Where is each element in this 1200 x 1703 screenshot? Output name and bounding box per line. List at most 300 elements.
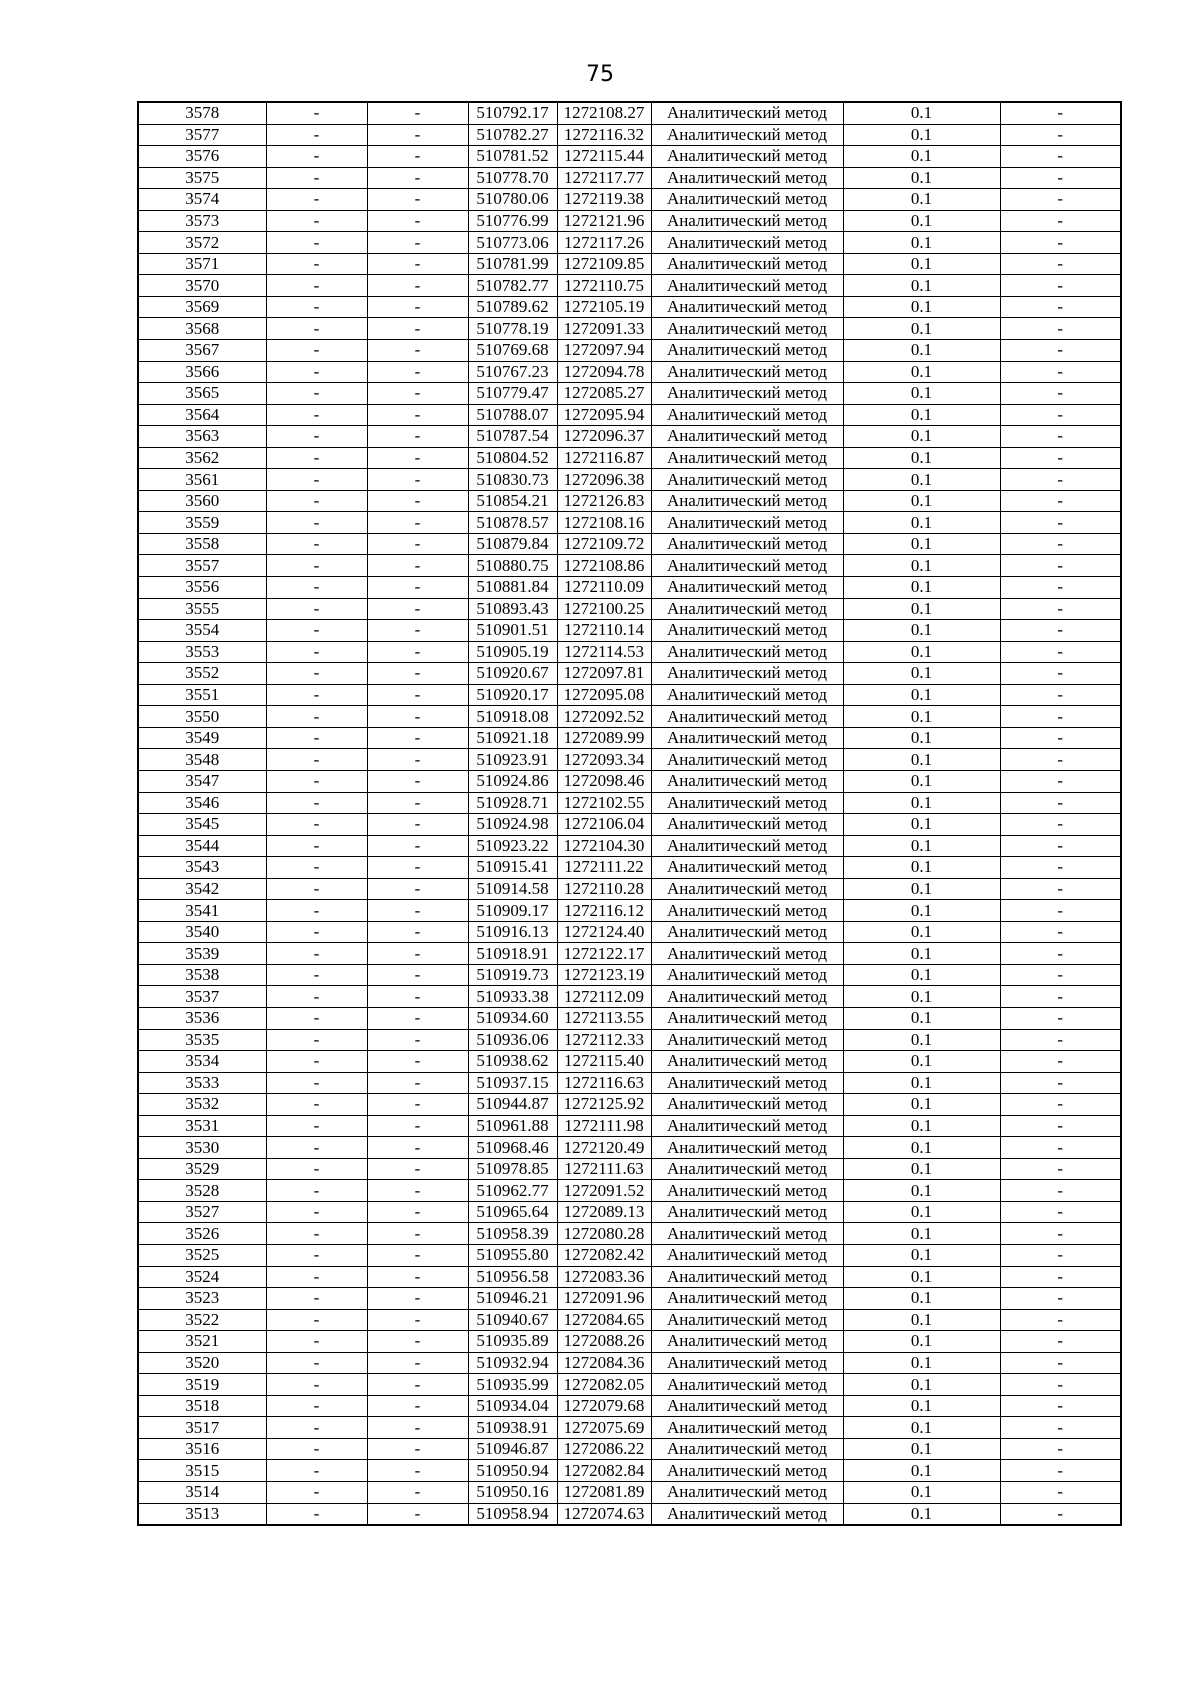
method-cell: Аналитический метод: [651, 361, 843, 383]
y-coordinate-cell: 1272117.77: [557, 167, 651, 189]
empty-cell: -: [367, 275, 468, 297]
table-row: [138, 1503, 1121, 1525]
empty-cell: -: [367, 555, 468, 577]
x-coordinate-cell: 510901.51: [468, 620, 557, 642]
empty-cell: -: [1000, 792, 1121, 814]
method-cell: Аналитический метод: [651, 1395, 843, 1417]
empty-cell: -: [266, 469, 367, 491]
point-number-cell: 3516: [138, 1438, 266, 1460]
accuracy-cell: 0.1: [843, 857, 1000, 879]
table-row: [138, 1115, 1121, 1137]
x-coordinate-cell: 510789.62: [468, 296, 557, 318]
x-coordinate-cell: 510955.80: [468, 1244, 557, 1266]
point-number-cell: 3562: [138, 447, 266, 469]
empty-cell: -: [1000, 986, 1121, 1008]
empty-cell: -: [367, 340, 468, 362]
table-row: [138, 426, 1121, 448]
y-coordinate-cell: 1272122.17: [557, 943, 651, 965]
empty-cell: -: [1000, 167, 1121, 189]
accuracy-cell: 0.1: [843, 383, 1000, 405]
empty-cell: -: [367, 1244, 468, 1266]
y-coordinate-cell: 1272098.46: [557, 770, 651, 792]
empty-cell: -: [1000, 124, 1121, 146]
table-row: [138, 167, 1121, 189]
y-coordinate-cell: 1272109.72: [557, 533, 651, 555]
x-coordinate-cell: 510935.89: [468, 1331, 557, 1353]
x-coordinate-cell: 510879.84: [468, 533, 557, 555]
y-coordinate-cell: 1272121.96: [557, 210, 651, 232]
table-row: [138, 986, 1121, 1008]
accuracy-cell: 0.1: [843, 1374, 1000, 1396]
empty-cell: -: [367, 749, 468, 771]
table-row: [138, 835, 1121, 857]
x-coordinate-cell: 510932.94: [468, 1352, 557, 1374]
empty-cell: -: [266, 340, 367, 362]
empty-cell: -: [367, 1115, 468, 1137]
table-row: [138, 102, 1121, 124]
method-cell: Аналитический метод: [651, 1288, 843, 1310]
empty-cell: -: [266, 1503, 367, 1525]
empty-cell: -: [1000, 878, 1121, 900]
x-coordinate-cell: 510944.87: [468, 1094, 557, 1116]
table-row: [138, 1223, 1121, 1245]
accuracy-cell: 0.1: [843, 1288, 1000, 1310]
x-coordinate-cell: 510778.19: [468, 318, 557, 340]
accuracy-cell: 0.1: [843, 555, 1000, 577]
point-number-cell: 3546: [138, 792, 266, 814]
point-number-cell: 3575: [138, 167, 266, 189]
table-row: [138, 146, 1121, 168]
table-row: [138, 1180, 1121, 1202]
method-cell: Аналитический метод: [651, 447, 843, 469]
empty-cell: -: [367, 533, 468, 555]
accuracy-cell: 0.1: [843, 620, 1000, 642]
point-number-cell: 3554: [138, 620, 266, 642]
method-cell: Аналитический метод: [651, 1460, 843, 1482]
y-coordinate-cell: 1272115.44: [557, 146, 651, 168]
x-coordinate-cell: 510933.38: [468, 986, 557, 1008]
point-number-cell: 3529: [138, 1158, 266, 1180]
page-number: 75: [586, 62, 614, 87]
accuracy-cell: 0.1: [843, 1201, 1000, 1223]
y-coordinate-cell: 1272109.85: [557, 253, 651, 275]
accuracy-cell: 0.1: [843, 598, 1000, 620]
table-row: [138, 361, 1121, 383]
table-row: [138, 232, 1121, 254]
empty-cell: -: [1000, 253, 1121, 275]
empty-cell: -: [367, 1438, 468, 1460]
empty-cell: -: [367, 447, 468, 469]
empty-cell: -: [367, 189, 468, 211]
empty-cell: -: [1000, 490, 1121, 512]
empty-cell: -: [266, 232, 367, 254]
table-row: [138, 447, 1121, 469]
y-coordinate-cell: 1272120.49: [557, 1137, 651, 1159]
empty-cell: -: [367, 167, 468, 189]
table-row: [138, 1072, 1121, 1094]
table-row: [138, 749, 1121, 771]
table-row: [138, 1482, 1121, 1504]
empty-cell: -: [1000, 1158, 1121, 1180]
empty-cell: -: [1000, 577, 1121, 599]
empty-cell: -: [266, 814, 367, 836]
empty-cell: -: [1000, 1007, 1121, 1029]
table-row: [138, 1201, 1121, 1223]
point-number-cell: 3547: [138, 770, 266, 792]
x-coordinate-cell: 510946.87: [468, 1438, 557, 1460]
accuracy-cell: 0.1: [843, 727, 1000, 749]
y-coordinate-cell: 1272096.37: [557, 426, 651, 448]
empty-cell: -: [266, 1072, 367, 1094]
empty-cell: -: [1000, 146, 1121, 168]
x-coordinate-cell: 510937.15: [468, 1072, 557, 1094]
x-coordinate-cell: 510958.39: [468, 1223, 557, 1245]
accuracy-cell: 0.1: [843, 943, 1000, 965]
empty-cell: -: [266, 684, 367, 706]
table-row: [138, 964, 1121, 986]
empty-cell: -: [1000, 1309, 1121, 1331]
accuracy-cell: 0.1: [843, 1180, 1000, 1202]
empty-cell: -: [367, 706, 468, 728]
empty-cell: -: [1000, 1460, 1121, 1482]
empty-cell: -: [367, 1223, 468, 1245]
point-number-cell: 3541: [138, 900, 266, 922]
empty-cell: -: [1000, 533, 1121, 555]
empty-cell: -: [266, 167, 367, 189]
y-coordinate-cell: 1272095.94: [557, 404, 651, 426]
empty-cell: -: [367, 900, 468, 922]
y-coordinate-cell: 1272096.38: [557, 469, 651, 491]
empty-cell: -: [266, 921, 367, 943]
method-cell: Аналитический метод: [651, 706, 843, 728]
point-number-cell: 3536: [138, 1007, 266, 1029]
empty-cell: -: [1000, 210, 1121, 232]
empty-cell: -: [266, 1352, 367, 1374]
point-number-cell: 3544: [138, 835, 266, 857]
y-coordinate-cell: 1272082.05: [557, 1374, 651, 1396]
empty-cell: -: [266, 1309, 367, 1331]
y-coordinate-cell: 1272104.30: [557, 835, 651, 857]
accuracy-cell: 0.1: [843, 102, 1000, 124]
empty-cell: -: [1000, 189, 1121, 211]
empty-cell: -: [367, 835, 468, 857]
empty-cell: -: [266, 296, 367, 318]
table-row: [138, 1137, 1121, 1159]
point-number-cell: 3552: [138, 663, 266, 685]
x-coordinate-cell: 510830.73: [468, 469, 557, 491]
empty-cell: -: [367, 921, 468, 943]
table-row: [138, 641, 1121, 663]
method-cell: Аналитический метод: [651, 1201, 843, 1223]
empty-cell: -: [266, 1331, 367, 1353]
y-coordinate-cell: 1272093.34: [557, 749, 651, 771]
method-cell: Аналитический метод: [651, 1094, 843, 1116]
point-number-cell: 3558: [138, 533, 266, 555]
x-coordinate-cell: 510905.19: [468, 641, 557, 663]
empty-cell: -: [367, 598, 468, 620]
empty-cell: -: [266, 964, 367, 986]
point-number-cell: 3528: [138, 1180, 266, 1202]
method-cell: Аналитический метод: [651, 555, 843, 577]
empty-cell: -: [266, 210, 367, 232]
empty-cell: -: [367, 770, 468, 792]
accuracy-cell: 0.1: [843, 512, 1000, 534]
y-coordinate-cell: 1272075.69: [557, 1417, 651, 1439]
empty-cell: -: [1000, 1288, 1121, 1310]
empty-cell: -: [266, 1266, 367, 1288]
accuracy-cell: 0.1: [843, 1244, 1000, 1266]
empty-cell: -: [266, 512, 367, 534]
empty-cell: -: [266, 1438, 367, 1460]
table-row: [138, 533, 1121, 555]
table-row: [138, 1266, 1121, 1288]
accuracy-cell: 0.1: [843, 663, 1000, 685]
empty-cell: -: [266, 770, 367, 792]
accuracy-cell: 0.1: [843, 340, 1000, 362]
point-number-cell: 3543: [138, 857, 266, 879]
method-cell: Аналитический метод: [651, 641, 843, 663]
accuracy-cell: 0.1: [843, 232, 1000, 254]
table-row: [138, 792, 1121, 814]
point-number-cell: 3514: [138, 1482, 266, 1504]
empty-cell: -: [1000, 900, 1121, 922]
x-coordinate-cell: 510782.27: [468, 124, 557, 146]
method-cell: Аналитический метод: [651, 1051, 843, 1073]
point-number-cell: 3530: [138, 1137, 266, 1159]
y-coordinate-cell: 1272083.36: [557, 1266, 651, 1288]
table-row: [138, 1331, 1121, 1353]
empty-cell: -: [266, 361, 367, 383]
empty-cell: -: [367, 1007, 468, 1029]
method-cell: Аналитический метод: [651, 124, 843, 146]
empty-cell: -: [266, 943, 367, 965]
y-coordinate-cell: 1272116.87: [557, 447, 651, 469]
empty-cell: -: [1000, 1352, 1121, 1374]
point-number-cell: 3525: [138, 1244, 266, 1266]
empty-cell: -: [266, 641, 367, 663]
point-number-cell: 3551: [138, 684, 266, 706]
accuracy-cell: 0.1: [843, 986, 1000, 1008]
empty-cell: -: [1000, 232, 1121, 254]
empty-cell: -: [1000, 1137, 1121, 1159]
empty-cell: -: [266, 577, 367, 599]
empty-cell: -: [367, 727, 468, 749]
point-number-cell: 3521: [138, 1331, 266, 1353]
empty-cell: -: [1000, 275, 1121, 297]
table-row: [138, 1417, 1121, 1439]
empty-cell: -: [367, 620, 468, 642]
accuracy-cell: 0.1: [843, 167, 1000, 189]
point-number-cell: 3538: [138, 964, 266, 986]
empty-cell: -: [367, 641, 468, 663]
x-coordinate-cell: 510787.54: [468, 426, 557, 448]
y-coordinate-cell: 1272112.33: [557, 1029, 651, 1051]
method-cell: Аналитический метод: [651, 1266, 843, 1288]
empty-cell: -: [1000, 1417, 1121, 1439]
method-cell: Аналитический метод: [651, 1244, 843, 1266]
accuracy-cell: 0.1: [843, 770, 1000, 792]
empty-cell: -: [266, 1244, 367, 1266]
point-number-cell: 3563: [138, 426, 266, 448]
point-number-cell: 3574: [138, 189, 266, 211]
accuracy-cell: 0.1: [843, 253, 1000, 275]
empty-cell: -: [266, 1029, 367, 1051]
point-number-cell: 3534: [138, 1051, 266, 1073]
empty-cell: -: [367, 210, 468, 232]
accuracy-cell: 0.1: [843, 684, 1000, 706]
accuracy-cell: 0.1: [843, 189, 1000, 211]
y-coordinate-cell: 1272100.25: [557, 598, 651, 620]
y-coordinate-cell: 1272105.19: [557, 296, 651, 318]
method-cell: Аналитический метод: [651, 167, 843, 189]
accuracy-cell: 0.1: [843, 447, 1000, 469]
empty-cell: -: [367, 469, 468, 491]
point-number-cell: 3532: [138, 1094, 266, 1116]
empty-cell: -: [367, 684, 468, 706]
method-cell: Аналитический метод: [651, 900, 843, 922]
method-cell: Аналитический метод: [651, 770, 843, 792]
accuracy-cell: 0.1: [843, 490, 1000, 512]
point-number-cell: 3568: [138, 318, 266, 340]
x-coordinate-cell: 510935.99: [468, 1374, 557, 1396]
empty-cell: -: [367, 663, 468, 685]
empty-cell: -: [266, 490, 367, 512]
table-row: [138, 706, 1121, 728]
point-number-cell: 3513: [138, 1503, 266, 1525]
y-coordinate-cell: 1272088.26: [557, 1331, 651, 1353]
method-cell: Аналитический метод: [651, 1137, 843, 1159]
empty-cell: -: [367, 1352, 468, 1374]
empty-cell: -: [1000, 469, 1121, 491]
empty-cell: -: [266, 426, 367, 448]
table-row: [138, 1309, 1121, 1331]
y-coordinate-cell: 1272108.27: [557, 102, 651, 124]
x-coordinate-cell: 510915.41: [468, 857, 557, 879]
point-number-cell: 3526: [138, 1223, 266, 1245]
method-cell: Аналитический метод: [651, 921, 843, 943]
table-row: [138, 1007, 1121, 1029]
empty-cell: -: [266, 1223, 367, 1245]
point-number-cell: 3559: [138, 512, 266, 534]
point-number-cell: 3561: [138, 469, 266, 491]
empty-cell: -: [266, 1460, 367, 1482]
empty-cell: -: [1000, 857, 1121, 879]
accuracy-cell: 0.1: [843, 1223, 1000, 1245]
accuracy-cell: 0.1: [843, 1007, 1000, 1029]
y-coordinate-cell: 1272082.84: [557, 1460, 651, 1482]
empty-cell: -: [1000, 1072, 1121, 1094]
empty-cell: -: [1000, 1331, 1121, 1353]
x-coordinate-cell: 510914.58: [468, 878, 557, 900]
point-number-cell: 3553: [138, 641, 266, 663]
accuracy-cell: 0.1: [843, 835, 1000, 857]
method-cell: Аналитический метод: [651, 490, 843, 512]
empty-cell: -: [367, 1482, 468, 1504]
method-cell: Аналитический метод: [651, 620, 843, 642]
empty-cell: -: [1000, 512, 1121, 534]
empty-cell: -: [266, 253, 367, 275]
y-coordinate-cell: 1272102.55: [557, 792, 651, 814]
empty-cell: -: [367, 1201, 468, 1223]
empty-cell: -: [1000, 361, 1121, 383]
empty-cell: -: [266, 857, 367, 879]
point-number-cell: 3571: [138, 253, 266, 275]
y-coordinate-cell: 1272110.28: [557, 878, 651, 900]
x-coordinate-cell: 510769.68: [468, 340, 557, 362]
empty-cell: -: [266, 1115, 367, 1137]
method-cell: Аналитический метод: [651, 835, 843, 857]
x-coordinate-cell: 510767.23: [468, 361, 557, 383]
x-coordinate-cell: 510781.52: [468, 146, 557, 168]
empty-cell: -: [1000, 727, 1121, 749]
empty-cell: -: [1000, 598, 1121, 620]
x-coordinate-cell: 510788.07: [468, 404, 557, 426]
x-coordinate-cell: 510950.94: [468, 1460, 557, 1482]
point-number-cell: 3524: [138, 1266, 266, 1288]
table-row: [138, 340, 1121, 362]
method-cell: Аналитический метод: [651, 1007, 843, 1029]
y-coordinate-cell: 1272106.04: [557, 814, 651, 836]
method-cell: Аналитический метод: [651, 1072, 843, 1094]
empty-cell: -: [1000, 296, 1121, 318]
y-coordinate-cell: 1272091.96: [557, 1288, 651, 1310]
method-cell: Аналитический метод: [651, 102, 843, 124]
y-coordinate-cell: 1272097.94: [557, 340, 651, 362]
x-coordinate-cell: 510881.84: [468, 577, 557, 599]
table-row: [138, 577, 1121, 599]
empty-cell: -: [266, 146, 367, 168]
empty-cell: -: [1000, 426, 1121, 448]
method-cell: Аналитический метод: [651, 340, 843, 362]
accuracy-cell: 0.1: [843, 1352, 1000, 1374]
empty-cell: -: [266, 1417, 367, 1439]
empty-cell: -: [367, 1395, 468, 1417]
method-cell: Аналитический метод: [651, 189, 843, 211]
empty-cell: -: [1000, 835, 1121, 857]
y-coordinate-cell: 1272092.52: [557, 706, 651, 728]
y-coordinate-cell: 1272080.28: [557, 1223, 651, 1245]
accuracy-cell: 0.1: [843, 1395, 1000, 1417]
accuracy-cell: 0.1: [843, 533, 1000, 555]
empty-cell: -: [1000, 555, 1121, 577]
empty-cell: -: [1000, 1094, 1121, 1116]
accuracy-cell: 0.1: [843, 900, 1000, 922]
table-row: [138, 555, 1121, 577]
empty-cell: -: [367, 1051, 468, 1073]
empty-cell: -: [266, 102, 367, 124]
accuracy-cell: 0.1: [843, 1158, 1000, 1180]
x-coordinate-cell: 510924.86: [468, 770, 557, 792]
method-cell: Аналитический метод: [651, 318, 843, 340]
empty-cell: -: [266, 533, 367, 555]
empty-cell: -: [266, 792, 367, 814]
table-row: [138, 921, 1121, 943]
method-cell: Аналитический метод: [651, 426, 843, 448]
method-cell: Аналитический метод: [651, 232, 843, 254]
x-coordinate-cell: 510923.22: [468, 835, 557, 857]
accuracy-cell: 0.1: [843, 146, 1000, 168]
empty-cell: -: [1000, 1374, 1121, 1396]
table-row: [138, 770, 1121, 792]
x-coordinate-cell: 510781.99: [468, 253, 557, 275]
empty-cell: -: [367, 1180, 468, 1202]
empty-cell: -: [367, 1158, 468, 1180]
method-cell: Аналитический метод: [651, 1417, 843, 1439]
accuracy-cell: 0.1: [843, 1094, 1000, 1116]
x-coordinate-cell: 510773.06: [468, 232, 557, 254]
y-coordinate-cell: 1272116.63: [557, 1072, 651, 1094]
table-row: [138, 727, 1121, 749]
